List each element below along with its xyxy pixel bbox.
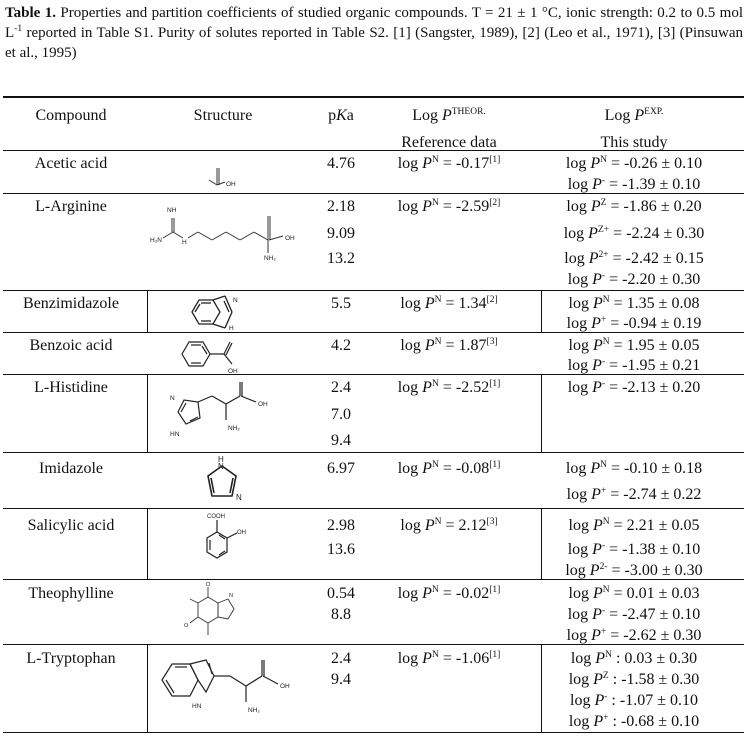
svg-text:H₂N: H₂N	[150, 237, 162, 244]
exp-value: log P+ : -0.68 ± 0.10	[568, 713, 700, 730]
theor-value: $\log P^N = -2.59[2]$	[397, 198, 501, 215]
col-rule	[147, 508, 148, 579]
svg-text:N: N	[233, 297, 238, 304]
svg-text:N: N	[236, 493, 242, 502]
exp-value: $\log P^N = 1.95 \pm 0.05$	[568, 337, 700, 354]
svg-text:H: H	[218, 455, 224, 464]
theor-value: $\log P^N = -1.06[1]$	[397, 650, 501, 667]
pka-value: 7.0	[331, 406, 351, 423]
svg-text:NH₂: NH₂	[228, 425, 240, 432]
svg-text:OH: OH	[280, 683, 290, 690]
exp-value: $\log P^{Z+} = -2.24 \pm 0.30$	[563, 225, 705, 242]
exp-value: log P- = -1.95 ± 0.21	[567, 357, 701, 374]
compound-name: L-Histidine	[34, 379, 108, 396]
theor-value: $\log P^N = -0.08[1]$	[397, 460, 501, 477]
svg-text:NH₂: NH₂	[264, 255, 276, 262]
arginine-structure	[150, 198, 310, 270]
tryptophan-structure	[156, 650, 306, 728]
caption-label: Table 1.	[5, 5, 56, 21]
svg-text:H: H	[229, 325, 234, 332]
col-rule	[147, 644, 148, 732]
row-rule	[3, 290, 744, 291]
col-rule	[147, 290, 148, 332]
exp-value: $\log P^N = -0.26 \pm 0.10$	[565, 155, 703, 172]
pka-value: 2.4	[331, 379, 351, 396]
svg-text:O: O	[184, 623, 189, 629]
caption-sup: -1	[14, 24, 23, 34]
header-compound: Compound	[35, 107, 107, 124]
col-rule	[147, 374, 148, 452]
theor-value: $\log P^N = 1.34[2]$	[400, 295, 498, 312]
svg-text:OH: OH	[228, 368, 238, 374]
svg-text:OH: OH	[237, 530, 246, 536]
pka-value: 5.5	[331, 295, 351, 312]
header-theor: Log $P^{THEOR.}$	[412, 107, 486, 124]
exp-value: $\log P^N = 1.35 \pm 0.08$	[568, 295, 700, 312]
svg-text:N: N	[218, 462, 224, 471]
svg-text:HN: HN	[170, 431, 180, 438]
svg-text:N: N	[170, 395, 175, 402]
exp-value: $\log P^N = 2.21 \pm 0.05$	[568, 517, 700, 534]
caption-text-2b: reported in Table S1. Purity of solutes reported in Table S2. [1] (Sangster,	[22, 25, 475, 41]
exp-value: log P- = -1.38 ± 0.10	[567, 541, 701, 558]
theor-value: $\log P^N = -2.52[1]$	[397, 379, 501, 396]
compound-name: L-Arginine	[35, 198, 107, 215]
col-rule	[541, 508, 542, 579]
pka-value: 13.2	[327, 250, 355, 267]
caption-text-1: Properties and partition coefficients of studied organic compounds. T = 21 ± 1 °C, ionic	[60, 5, 596, 21]
compound-name: L-Tryptophan	[26, 650, 116, 667]
svg-text:OH: OH	[258, 401, 268, 408]
exp-value: $\log P^{2+} = -2.42 \pm 0.15$	[564, 250, 704, 267]
benzoic-acid-structure	[172, 334, 252, 374]
compound-name: Salicylic acid	[27, 517, 115, 534]
pka-value: 2.4	[331, 650, 351, 667]
table-top-rule	[3, 96, 744, 98]
exp-value: log P- = -2.20 ± 0.30	[567, 271, 701, 288]
pka-value: 13.6	[327, 541, 355, 558]
exp-value: $\log P^Z = -1.86 \pm 0.20$	[566, 198, 702, 215]
acetic-acid-structure	[203, 156, 243, 190]
row-rule	[3, 508, 744, 509]
pka-value: 2.98	[327, 517, 355, 534]
theor-value: $\log P^N = 1.87[3]$	[400, 337, 498, 354]
svg-text:O: O	[206, 582, 211, 588]
header-structure: Structure	[193, 107, 253, 124]
histidine-structure	[168, 376, 288, 446]
exp-value: $\log P^{2-} = -3.00 \pm 0.30$	[565, 562, 703, 579]
exp-value: log P+ = -0.94 ± 0.19	[566, 315, 702, 332]
svg-text:H: H	[182, 239, 187, 246]
exp-value: $\log P^N$ : 0.03 ± 0.30	[570, 650, 698, 667]
col-rule	[541, 374, 542, 452]
compound-name: Imidazole	[39, 460, 103, 477]
compound-name: Theophylline	[28, 585, 114, 602]
exp-value: log P- = -1.39 ± 0.10	[567, 176, 701, 193]
pka-value: 8.8	[331, 606, 351, 623]
svg-text:NH₂: NH₂	[248, 707, 260, 714]
pka-value: 2.18	[327, 198, 355, 215]
pka-value: 9.4	[331, 671, 351, 688]
salicylic-acid-structure	[195, 510, 255, 572]
pka-value: 9.09	[327, 225, 355, 242]
exp-value: log P+ = -2.62 ± 0.30	[566, 627, 702, 644]
imidazole-structure	[200, 454, 244, 506]
col-rule	[541, 290, 542, 332]
compound-name: Benzimidazole	[23, 295, 119, 312]
svg-text:NH: NH	[167, 207, 177, 214]
compound-name: Benzoic acid	[29, 337, 113, 354]
theor-value: $\log P^N = -0.02[1]$	[397, 585, 501, 602]
exp-value: $\log P^N = 0.01 \pm 0.03$	[568, 585, 700, 602]
exp-value: log P- = -2.13 ± 0.20	[567, 379, 701, 396]
exp-value: $\log P^N = -0.10 \pm 0.18$	[565, 460, 703, 477]
svg-text:N: N	[229, 593, 233, 599]
svg-text:OH: OH	[226, 181, 236, 188]
svg-text:HN: HN	[192, 703, 202, 710]
header-pka: pKa	[328, 107, 354, 124]
pka-value: 6.97	[327, 460, 355, 477]
pka-value: 9.4	[331, 432, 351, 449]
pka-value: 0.54	[327, 585, 355, 602]
theor-value: $\log P^N = -0.17[1]$	[397, 155, 501, 172]
pka-value: 4.76	[327, 155, 355, 172]
svg-text:COOH: COOH	[207, 514, 225, 520]
benzimidazole-structure	[185, 292, 255, 332]
row-rule	[3, 452, 744, 453]
caption-text-3: 1989), [2] (Leo et al., 1971), [3] (Pinsuwan et al., 1995)	[5, 25, 744, 61]
svg-text:OH: OH	[285, 235, 295, 242]
header-theor-sub: Reference data	[401, 134, 497, 151]
exp-value: log P+ = -2.74 ± 0.22	[566, 486, 702, 503]
pka-value: 4.2	[331, 337, 351, 354]
compound-name: Acetic acid	[34, 155, 108, 172]
header-exp: Log $P^{EXP.}$	[604, 107, 664, 124]
exp-value: $\log P^Z$ : -1.58 ± 0.30	[568, 671, 700, 688]
exp-value: log P- = -2.47 ± 0.10	[567, 606, 701, 623]
theor-value: $\log P^N = 2.12[3]$	[400, 517, 498, 534]
table-bottom-rule	[3, 732, 744, 733]
table-caption	[5, 3, 743, 63]
caption-text-2a: strength: 0.2 to 0.5 mol L	[5, 5, 744, 41]
col-rule	[541, 644, 542, 732]
header-exp-sub: This study	[600, 134, 668, 151]
theophylline-structure	[184, 581, 256, 645]
exp-value: log P- : -1.07 ± 0.10	[570, 692, 698, 709]
